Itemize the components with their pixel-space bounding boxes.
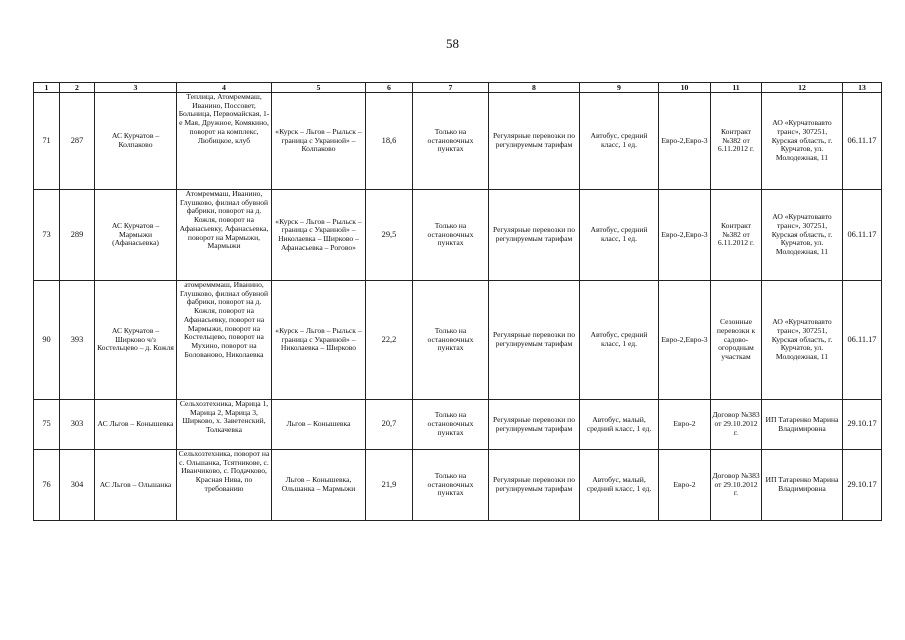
route-name: АС Курчатов – Мармыжи (Афанасьевка) — [95, 190, 177, 281]
column-header: 6 — [366, 83, 413, 93]
route-name: АС Курчатов – Колпаково — [95, 93, 177, 190]
column-header: 9 — [580, 83, 659, 93]
contract-info: Контракт №382 от 6.11.2012 г. — [711, 190, 762, 281]
column-header: 2 — [60, 83, 95, 93]
vehicle-class: Автобус, малый, средний класс, 1 ед. — [580, 450, 659, 521]
transport-type: Регулярные перевозки по регулируемым тарифам — [489, 400, 580, 450]
vehicle-class: Автобус, средний класс, 1 ед. — [580, 190, 659, 281]
route-registry-number: 287 — [60, 93, 95, 190]
column-header: 13 — [843, 83, 882, 93]
transport-type: Регулярные перевозки по регулируемым тарифам — [489, 190, 580, 281]
column-header: 12 — [762, 83, 843, 93]
route-registry-number: 393 — [60, 281, 95, 400]
column-header: 3 — [95, 83, 177, 93]
route-name: АС Льгов – Конышевка — [95, 400, 177, 450]
contract-info: Договор №383 от 29.10.2012 г. — [711, 400, 762, 450]
route-stops: Сельхозтехника, Марица 1, Марица 2, Марица 3, Ширково, х. Заветенский, Толкачевка — [177, 400, 272, 450]
column-header: 8 — [489, 83, 580, 93]
route-registry-number: 289 — [60, 190, 95, 281]
vehicle-class: Автобус, средний класс, 1 ед. — [580, 93, 659, 190]
vehicle-class: Автобус, малый, средний класс, 1 ед. — [580, 400, 659, 450]
table-row — [34, 450, 882, 521]
route-streets: Льгов – Конышевка — [272, 400, 366, 450]
route-streets: «Курск – Льгов – Рыльск – граница с Украиной» – Колпаково — [272, 93, 366, 190]
route-length: 18,6 — [366, 93, 413, 190]
transport-type: Регулярные перевозки по регулируемым тарифам — [489, 281, 580, 400]
column-header: 1 — [34, 83, 60, 93]
contract-info: Контракт №382 от 6.11.2012 г. — [711, 93, 762, 190]
column-header: 5 — [272, 83, 366, 93]
table-row — [34, 281, 882, 400]
contract-info: Сезонные перевозки к садово-огородным участкам — [711, 281, 762, 400]
table-row — [34, 93, 882, 190]
ecological-class: Евро-2,Евро-3 — [659, 281, 711, 400]
route-stops: Теплица, Атомреммаш, Иванино, Поссовет, Больница, Первомайская, 1-е Мая, Дружное, Комякино, поворот на комплекс, Любицкое, клуб — [177, 93, 272, 190]
start-date: 06.11.17 — [843, 190, 882, 281]
column-header: 10 — [659, 83, 711, 93]
row-number: 90 — [34, 281, 60, 400]
column-header: 4 — [177, 83, 272, 93]
row-number: 76 — [34, 450, 60, 521]
route-registry-number: 304 — [60, 450, 95, 521]
table-row — [34, 400, 882, 450]
route-stops: атомремммаш, Иванино, Глушково, филиал обувной фабрики, поворот на д. Кожля, поворот на Афанасьевку, поворот на Мармыжи, поворот на Костельцево, поворот на Мухино, поворот на Болованово, Николаевка — [177, 281, 272, 400]
start-date: 06.11.17 — [843, 281, 882, 400]
carrier-info: ИП Татаренко Марина Владимировна — [762, 450, 843, 521]
boarding-procedure: Только на остановочных пунктах — [413, 281, 489, 400]
route-name: АС Льгов – Ольшанка — [95, 450, 177, 521]
row-number: 73 — [34, 190, 60, 281]
page-number: 58 — [446, 36, 459, 51]
carrier-info: АО «Курчатовавто транс», 307251, Курская область, г. Курчатов, ул. Молодежная, 11 — [762, 93, 843, 190]
ecological-class: Евро-2,Евро-3 — [659, 190, 711, 281]
row-number: 71 — [34, 93, 60, 190]
route-length: 20,7 — [366, 400, 413, 450]
route-streets: «Курск – Льгов – Рыльск – граница с Украиной» – Николаевка – Ширково – Афанасьевка – Рогово» — [272, 190, 366, 281]
route-registry-number: 303 — [60, 400, 95, 450]
start-date: 06.11.17 — [843, 93, 882, 190]
boarding-procedure: Только на остановочных пунктах — [413, 400, 489, 450]
carrier-info: АО «Курчатовавто транс», 307251, Курская область, г. Курчатов, ул. Молодежная, 11 — [762, 190, 843, 281]
route-stops: Атомреммаш, Иванино, Глушково, филиал обувной фабрики, поворот на д. Кожля, поворот на Афанасьевку, Афанасьевка, поворот на Мармыжи, Мармыжи — [177, 190, 272, 281]
route-length: 22,2 — [366, 281, 413, 400]
boarding-procedure: Только на остановочных пунктах — [413, 190, 489, 281]
route-name: АС Курчатов – Ширково ч/з Костельцево – д. Кожля — [95, 281, 177, 400]
boarding-procedure: Только на остановочных пунктах — [413, 450, 489, 521]
ecological-class: Евро-2 — [659, 450, 711, 521]
routes-table — [33, 82, 882, 521]
ecological-class: Евро-2,Евро-3 — [659, 93, 711, 190]
route-streets: «Курск – Льгов – Рыльск – граница с Украиной» – Николаевка – Ширково — [272, 281, 366, 400]
row-number: 75 — [34, 400, 60, 450]
header-row — [34, 83, 882, 93]
route-length: 29,5 — [366, 190, 413, 281]
boarding-procedure: Только на остановочных пунктах — [413, 93, 489, 190]
column-header: 7 — [413, 83, 489, 93]
vehicle-class: Автобус, средний класс, 1 ед. — [580, 281, 659, 400]
carrier-info: ИП Татаренко Марина Владимировна — [762, 400, 843, 450]
contract-info: Договор №383 от 29.10.2012 г. — [711, 450, 762, 521]
start-date: 29.10.17 — [843, 400, 882, 450]
route-stops: Сельхозтехника, поворот на с. Ольшанка, Тсятникове, с. Иванчиково, с. Подачково, Красная Нива, по требованию — [177, 450, 272, 521]
route-length: 21,9 — [366, 450, 413, 521]
transport-type: Регулярные перевозки по регулируемым тарифам — [489, 450, 580, 521]
table-row — [34, 190, 882, 281]
start-date: 29.10.17 — [843, 450, 882, 521]
carrier-info: АО «Курчатовавто транс», 307251, Курская область, г. Курчатов, ул. Молодежная, 11 — [762, 281, 843, 400]
route-streets: Льгов – Конышевка, Ольшанка – Мармыжи — [272, 450, 366, 521]
column-header: 11 — [711, 83, 762, 93]
routes-table-container — [33, 82, 877, 521]
ecological-class: Евро-2 — [659, 400, 711, 450]
transport-type: Регулярные перевозки по регулируемым тарифам — [489, 93, 580, 190]
